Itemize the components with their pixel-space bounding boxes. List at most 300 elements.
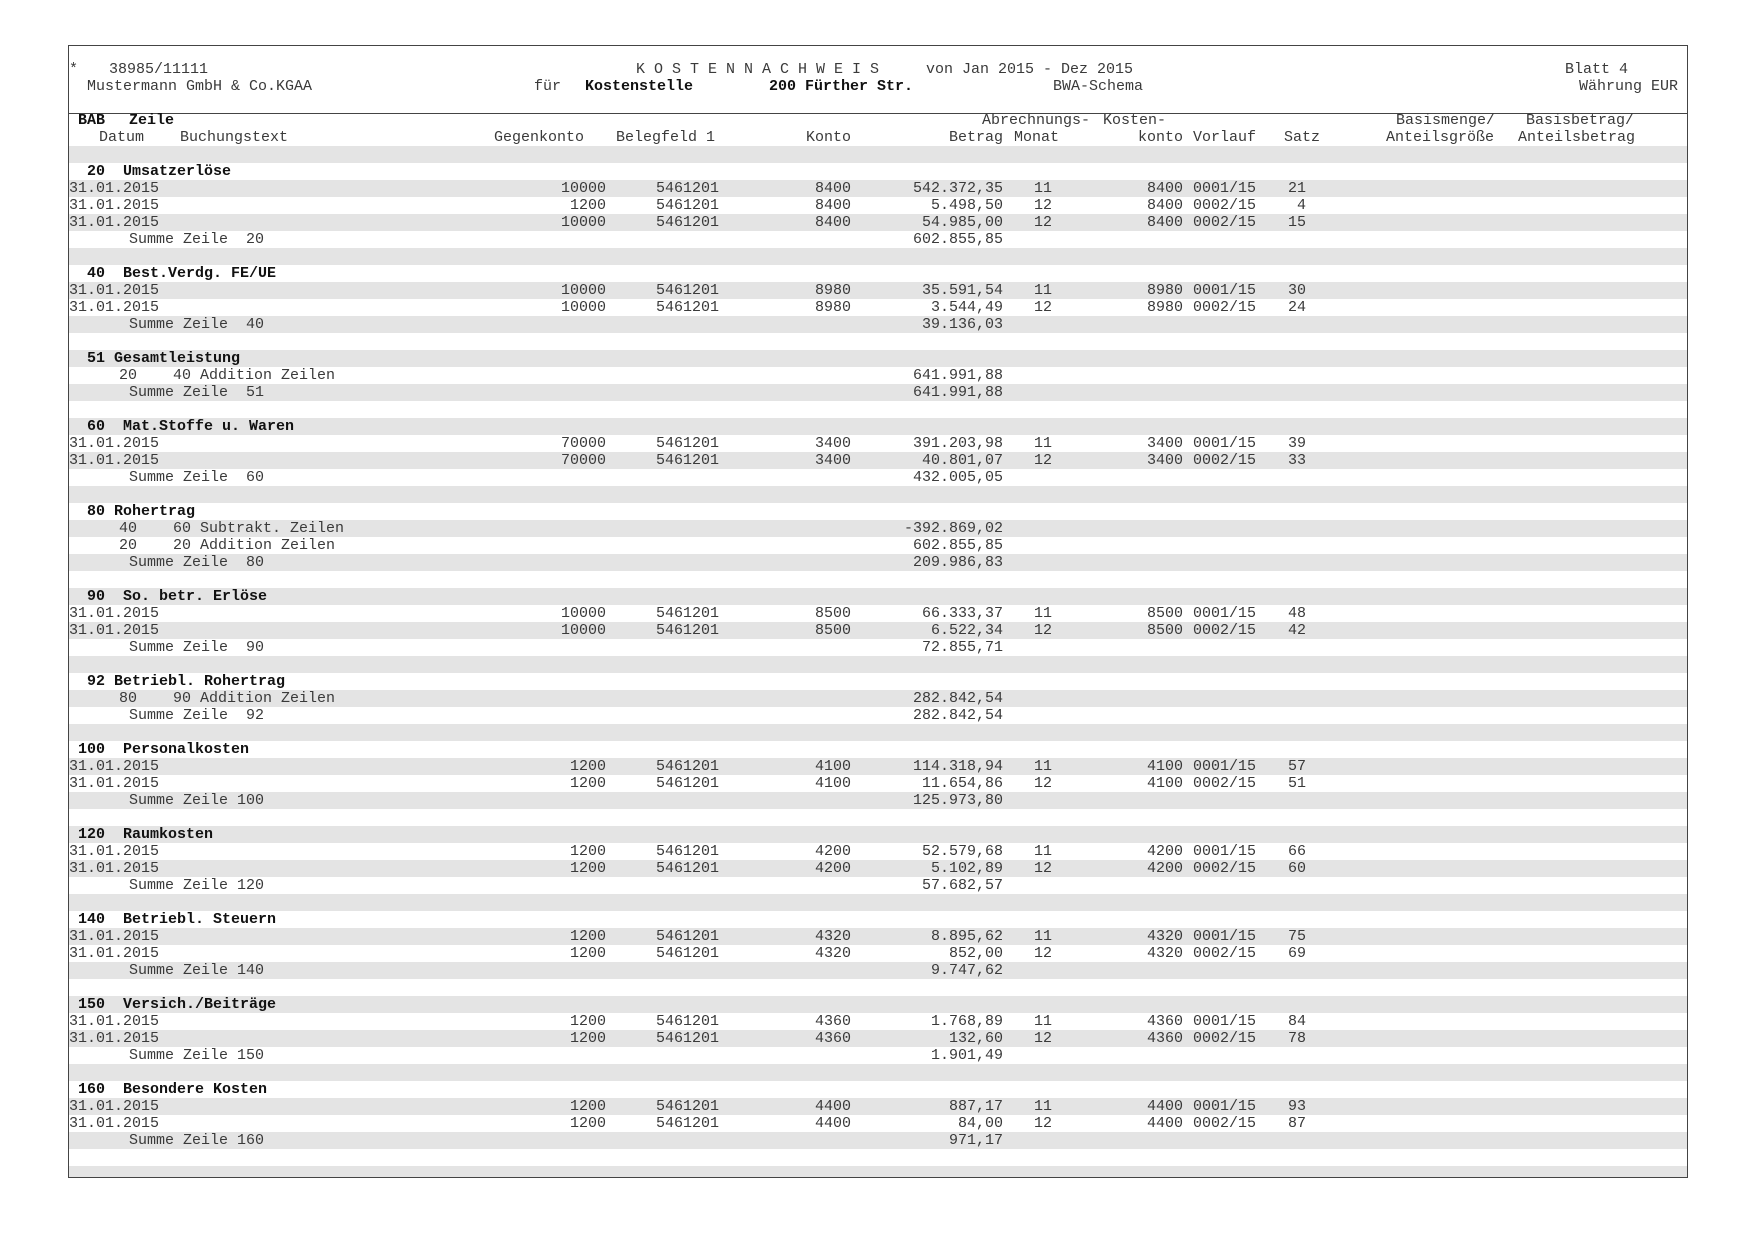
- cell-gegenkonto: 10000: [560, 605, 606, 622]
- blank-row: [69, 1064, 1687, 1081]
- cell-satz: 93: [1287, 1098, 1306, 1115]
- cell-monat: 12: [1034, 1115, 1053, 1132]
- cell-monat: 11: [1034, 928, 1053, 945]
- cell-betrag: 132,60: [948, 1030, 1003, 1047]
- calc-label: 80 90 Addition Zeilen: [119, 690, 336, 707]
- cell-satz: 51: [1287, 775, 1306, 792]
- col-buchungstext: Buchungstext: [180, 129, 289, 146]
- cell-gegenkonto: 1200: [569, 1098, 606, 1115]
- cell-kostenkonto: 4360: [1146, 1030, 1183, 1047]
- cell-betrag: 54.985,00: [921, 214, 1003, 231]
- cell-konto: 8980: [814, 282, 851, 299]
- cell-gegenkonto: 10000: [560, 299, 606, 316]
- cell-monat: 11: [1034, 605, 1053, 622]
- section-title: 160 Besondere Kosten: [78, 1081, 268, 1098]
- col-kostenkonto: konto: [1137, 129, 1183, 146]
- cell-monat: 12: [1034, 622, 1053, 639]
- cell-datum: 31.01.2015: [69, 860, 160, 877]
- section-title-row: [69, 503, 1687, 520]
- cell-konto: 8980: [814, 299, 851, 316]
- cell-betrag: 66.333,37: [921, 605, 1003, 622]
- col-monat: Monat: [1014, 129, 1060, 146]
- kostenstelle-label: Kostenstelle: [585, 78, 694, 95]
- blank-row: [69, 248, 1687, 265]
- calc-betrag: 602.855,85: [912, 537, 1003, 554]
- cell-vorlauf: 0001/15: [1193, 1013, 1257, 1030]
- cell-konto: 3400: [814, 435, 851, 452]
- sum-label: Summe Zeile 150: [129, 1047, 265, 1064]
- sum-row: [69, 707, 1687, 724]
- col-basismenge: Basismenge/: [1396, 112, 1496, 129]
- cell-gegenkonto: 1200: [569, 860, 606, 877]
- cell-kostenkonto: 8400: [1146, 197, 1183, 214]
- report-title: K O S T E N N A C H W E I S: [636, 61, 880, 78]
- blank-row: [69, 979, 1687, 996]
- section-title-row: [69, 1081, 1687, 1098]
- cell-monat: 11: [1034, 1098, 1053, 1115]
- cell-vorlauf: 0002/15: [1193, 197, 1257, 214]
- cell-kostenkonto: 4400: [1146, 1098, 1183, 1115]
- sum-row: [69, 384, 1687, 401]
- cell-betrag: 35.591,54: [921, 282, 1003, 299]
- col-zeile: Zeile: [129, 112, 175, 129]
- cell-belegfeld: 5461201: [655, 945, 719, 962]
- cell-satz: 84: [1287, 1013, 1306, 1030]
- sum-row: [69, 877, 1687, 894]
- cell-gegenkonto: 1200: [569, 1115, 606, 1132]
- cell-betrag: 3.544,49: [930, 299, 1003, 316]
- cell-datum: 31.01.2015: [69, 214, 160, 231]
- blank-row: [69, 809, 1687, 826]
- cell-monat: 12: [1034, 775, 1053, 792]
- cell-vorlauf: 0001/15: [1193, 180, 1257, 197]
- marker-star: *: [69, 61, 79, 78]
- cell-konto: 4400: [814, 1098, 851, 1115]
- cell-satz: 21: [1287, 180, 1306, 197]
- cell-gegenkonto: 10000: [560, 622, 606, 639]
- table-row: [69, 214, 1687, 231]
- cell-gegenkonto: 70000: [560, 452, 606, 469]
- sum-label: Summe Zeile 60: [129, 469, 265, 486]
- cell-datum: 31.01.2015: [69, 605, 160, 622]
- cell-konto: 4100: [814, 758, 851, 775]
- cell-datum: 31.01.2015: [69, 928, 160, 945]
- cell-monat: 11: [1034, 758, 1053, 775]
- cell-datum: 31.01.2015: [69, 1030, 160, 1047]
- cell-satz: 30: [1287, 282, 1306, 299]
- sum-betrag: 209.986,83: [912, 554, 1003, 571]
- cell-satz: 33: [1287, 452, 1306, 469]
- section-title-row: [69, 741, 1687, 758]
- cell-datum: 31.01.2015: [69, 622, 160, 639]
- table-row: [69, 1115, 1687, 1132]
- cell-satz: 75: [1287, 928, 1306, 945]
- sum-row: [69, 1047, 1687, 1064]
- section-title: 120 Raumkosten: [78, 826, 214, 843]
- cell-belegfeld: 5461201: [655, 435, 719, 452]
- col-datum: Datum: [99, 129, 145, 146]
- section-title: 140 Betriebl. Steuern: [78, 911, 277, 928]
- cell-vorlauf: 0002/15: [1193, 945, 1257, 962]
- cell-belegfeld: 5461201: [655, 1115, 719, 1132]
- sum-label: Summe Zeile 90: [129, 639, 265, 656]
- cell-monat: 12: [1034, 197, 1053, 214]
- cell-datum: 31.01.2015: [69, 1115, 160, 1132]
- blank-row: [69, 724, 1687, 741]
- cell-monat: 11: [1034, 282, 1053, 299]
- sum-label: Summe Zeile 51: [129, 384, 265, 401]
- cell-belegfeld: 5461201: [655, 1013, 719, 1030]
- cell-datum: 31.01.2015: [69, 1098, 160, 1115]
- cell-vorlauf: 0002/15: [1193, 299, 1257, 316]
- cell-konto: 4400: [814, 1115, 851, 1132]
- cell-gegenkonto: 10000: [560, 180, 606, 197]
- fuer-label: für: [534, 78, 562, 95]
- cell-vorlauf: 0002/15: [1193, 452, 1257, 469]
- cell-konto: 8400: [814, 214, 851, 231]
- sum-row: [69, 639, 1687, 656]
- document-id: 38985/11111: [109, 61, 209, 78]
- col-basisbetrag: Basisbetrag/: [1526, 112, 1635, 129]
- cell-monat: 12: [1034, 860, 1053, 877]
- cell-datum: 31.01.2015: [69, 775, 160, 792]
- currency: Währung EUR: [1578, 78, 1678, 95]
- cell-vorlauf: 0002/15: [1193, 214, 1257, 231]
- table-row: [69, 1098, 1687, 1115]
- sum-betrag: 282.842,54: [912, 707, 1003, 724]
- cell-gegenkonto: 1200: [569, 843, 606, 860]
- bwa-schema: BWA-Schema: [1053, 78, 1144, 95]
- cell-monat: 11: [1034, 843, 1053, 860]
- table-row: [69, 1013, 1687, 1030]
- section-title: 60 Mat.Stoffe u. Waren: [78, 418, 295, 435]
- cell-konto: 3400: [814, 452, 851, 469]
- section-title-row: [69, 265, 1687, 282]
- blank-row: [69, 571, 1687, 588]
- sum-label: Summe Zeile 100: [129, 792, 265, 809]
- cell-belegfeld: 5461201: [655, 214, 719, 231]
- report-sheet: [68, 45, 1688, 1178]
- blank-row: [69, 333, 1687, 350]
- cell-gegenkonto: 1200: [569, 928, 606, 945]
- cell-kostenkonto: 4360: [1146, 1013, 1183, 1030]
- sum-row: [69, 316, 1687, 333]
- cell-satz: 15: [1287, 214, 1306, 231]
- cell-vorlauf: 0002/15: [1193, 1030, 1257, 1047]
- calc-betrag: -392.869,02: [903, 520, 1003, 537]
- cell-kostenkonto: 8980: [1146, 299, 1183, 316]
- cell-datum: 31.01.2015: [69, 843, 160, 860]
- cell-satz: 66: [1287, 843, 1306, 860]
- blank-row: [69, 146, 1687, 163]
- cell-konto: 4100: [814, 775, 851, 792]
- cell-vorlauf: 0002/15: [1193, 1115, 1257, 1132]
- sum-betrag: 641.991,88: [912, 384, 1003, 401]
- cell-datum: 31.01.2015: [69, 945, 160, 962]
- col-satz: Satz: [1284, 129, 1321, 146]
- cell-belegfeld: 5461201: [655, 758, 719, 775]
- cell-belegfeld: 5461201: [655, 775, 719, 792]
- cell-betrag: 6.522,34: [930, 622, 1003, 639]
- sum-label: Summe Zeile 80: [129, 554, 265, 571]
- cell-belegfeld: 5461201: [655, 605, 719, 622]
- cell-vorlauf: 0002/15: [1193, 775, 1257, 792]
- table-row: [69, 860, 1687, 877]
- cell-satz: 4: [1296, 197, 1306, 214]
- col-bab: BAB: [78, 112, 106, 129]
- sum-betrag: 57.682,57: [921, 877, 1003, 894]
- cell-kostenkonto: 8400: [1146, 180, 1183, 197]
- cell-kostenkonto: 4200: [1146, 843, 1183, 860]
- table-row: [69, 1030, 1687, 1047]
- col-vorlauf: Vorlauf: [1193, 129, 1257, 146]
- cell-satz: 69: [1287, 945, 1306, 962]
- cell-datum: 31.01.2015: [69, 180, 160, 197]
- section-title: 100 Personalkosten: [78, 741, 250, 758]
- sum-betrag: 125.973,80: [912, 792, 1003, 809]
- section-title-row: [69, 588, 1687, 605]
- cell-satz: 57: [1287, 758, 1306, 775]
- cell-kostenkonto: 8980: [1146, 282, 1183, 299]
- cell-belegfeld: 5461201: [655, 180, 719, 197]
- section-title: 80 Rohertrag: [78, 503, 196, 520]
- company-name: Mustermann GmbH & Co.KGAA: [87, 78, 313, 95]
- col-anteilsgroesse: Anteilsgröße: [1386, 129, 1495, 146]
- cell-belegfeld: 5461201: [655, 1030, 719, 1047]
- cell-monat: 12: [1034, 1030, 1053, 1047]
- sum-betrag: 39.136,03: [921, 316, 1003, 333]
- cell-konto: 4320: [814, 945, 851, 962]
- sum-betrag: 602.855,85: [912, 231, 1003, 248]
- cell-kostenkonto: 4400: [1146, 1115, 1183, 1132]
- cell-betrag: 852,00: [948, 945, 1003, 962]
- section-title-row: [69, 418, 1687, 435]
- blank-row: [69, 1166, 1687, 1178]
- cell-konto: 4360: [814, 1030, 851, 1047]
- cell-vorlauf: 0001/15: [1193, 1098, 1257, 1115]
- section-title: 20 Umsatzerlöse: [78, 163, 232, 180]
- sum-row: [69, 1132, 1687, 1149]
- blank-row: [69, 401, 1687, 418]
- cell-betrag: 542.372,35: [912, 180, 1003, 197]
- cell-betrag: 8.895,62: [930, 928, 1003, 945]
- sum-label: Summe Zeile 120: [129, 877, 265, 894]
- table-row: [69, 928, 1687, 945]
- calc-label: 40 60 Subtrakt. Zeilen: [119, 520, 345, 537]
- cell-kostenkonto: 8400: [1146, 214, 1183, 231]
- cell-kostenkonto: 8500: [1146, 622, 1183, 639]
- sum-betrag: 971,17: [948, 1132, 1003, 1149]
- cell-betrag: 52.579,68: [921, 843, 1003, 860]
- cell-konto: 4200: [814, 843, 851, 860]
- col-betrag: Betrag: [948, 129, 1003, 146]
- cell-monat: 11: [1034, 1013, 1053, 1030]
- sum-label: Summe Zeile 20: [129, 231, 265, 248]
- table-row: [69, 180, 1687, 197]
- section-title-row: [69, 826, 1687, 843]
- cell-satz: 39: [1287, 435, 1306, 452]
- section-title: 51 Gesamtleistung: [78, 350, 241, 367]
- table-row: [69, 435, 1687, 452]
- cell-belegfeld: 5461201: [655, 843, 719, 860]
- report-rows: [69, 46, 1687, 1177]
- cell-kostenkonto: 3400: [1146, 452, 1183, 469]
- sheet-number: Blatt 4: [1564, 61, 1628, 78]
- table-row: [69, 843, 1687, 860]
- col-kosten: Kosten-: [1103, 112, 1167, 129]
- cell-belegfeld: 5461201: [655, 299, 719, 316]
- cell-gegenkonto: 1200: [569, 775, 606, 792]
- cell-vorlauf: 0001/15: [1193, 435, 1257, 452]
- sum-label: Summe Zeile 140: [129, 962, 265, 979]
- blank-row: [69, 1149, 1687, 1166]
- cell-monat: 11: [1034, 435, 1053, 452]
- cell-vorlauf: 0001/15: [1193, 843, 1257, 860]
- blank-row: [69, 894, 1687, 911]
- cell-konto: 4200: [814, 860, 851, 877]
- sum-row: [69, 962, 1687, 979]
- cell-datum: 31.01.2015: [69, 282, 160, 299]
- cell-datum: 31.01.2015: [69, 435, 160, 452]
- cell-datum: 31.01.2015: [69, 1013, 160, 1030]
- cell-kostenkonto: 4200: [1146, 860, 1183, 877]
- calc-label: 20 40 Addition Zeilen: [119, 367, 336, 384]
- col-abrechnungs: Abrechnungs-: [982, 112, 1091, 129]
- cell-gegenkonto: 1200: [569, 758, 606, 775]
- table-row: [69, 758, 1687, 775]
- sum-row: [69, 792, 1687, 809]
- cell-datum: 31.01.2015: [69, 758, 160, 775]
- cell-vorlauf: 0001/15: [1193, 758, 1257, 775]
- sum-row: [69, 469, 1687, 486]
- cell-konto: 4360: [814, 1013, 851, 1030]
- kostenstelle-value: 200 Fürther Str.: [769, 78, 914, 95]
- cell-belegfeld: 5461201: [655, 928, 719, 945]
- section-title: 40 Best.Verdg. FE/UE: [78, 265, 277, 282]
- cell-kostenkonto: 4320: [1146, 928, 1183, 945]
- cell-betrag: 5.498,50: [930, 197, 1003, 214]
- cell-belegfeld: 5461201: [655, 452, 719, 469]
- cell-betrag: 84,00: [957, 1115, 1003, 1132]
- sum-label: Summe Zeile 160: [129, 1132, 265, 1149]
- cell-gegenkonto: 1200: [569, 1013, 606, 1030]
- cell-vorlauf: 0002/15: [1193, 622, 1257, 639]
- cell-vorlauf: 0002/15: [1193, 860, 1257, 877]
- sum-betrag: 72.855,71: [921, 639, 1003, 656]
- calc-label: 20 20 Addition Zeilen: [119, 537, 336, 554]
- table-row: [69, 452, 1687, 469]
- cell-satz: 42: [1287, 622, 1306, 639]
- cell-satz: 87: [1287, 1115, 1306, 1132]
- cell-datum: 31.01.2015: [69, 299, 160, 316]
- cell-monat: 12: [1034, 452, 1053, 469]
- cell-betrag: 391.203,98: [912, 435, 1003, 452]
- table-row: [69, 945, 1687, 962]
- cell-betrag: 1.768,89: [930, 1013, 1003, 1030]
- cell-datum: 31.01.2015: [69, 452, 160, 469]
- section-title-row: [69, 911, 1687, 928]
- col-belegfeld: Belegfeld 1: [616, 129, 716, 146]
- calc-row: [69, 520, 1687, 537]
- calc-row: [69, 537, 1687, 554]
- cell-konto: 8400: [814, 197, 851, 214]
- cell-gegenkonto: 70000: [560, 435, 606, 452]
- section-title-row: [69, 350, 1687, 367]
- cell-monat: 12: [1034, 214, 1053, 231]
- table-row: [69, 299, 1687, 316]
- calc-row: [69, 690, 1687, 707]
- table-row: [69, 605, 1687, 622]
- cell-vorlauf: 0001/15: [1193, 928, 1257, 945]
- cell-kostenkonto: 3400: [1146, 435, 1183, 452]
- calc-betrag: 641.991,88: [912, 367, 1003, 384]
- sum-betrag: 432.005,05: [912, 469, 1003, 486]
- cell-konto: 8400: [814, 180, 851, 197]
- col-anteilsbetrag: Anteilsbetrag: [1518, 129, 1636, 146]
- cell-betrag: 5.102,89: [930, 860, 1003, 877]
- sum-betrag: 9.747,62: [930, 962, 1003, 979]
- calc-betrag: 282.842,54: [912, 690, 1003, 707]
- cell-satz: 24: [1287, 299, 1306, 316]
- cell-monat: 12: [1034, 945, 1053, 962]
- cell-konto: 4320: [814, 928, 851, 945]
- cell-datum: 31.01.2015: [69, 197, 160, 214]
- cell-gegenkonto: 10000: [560, 214, 606, 231]
- cell-belegfeld: 5461201: [655, 622, 719, 639]
- cell-vorlauf: 0001/15: [1193, 282, 1257, 299]
- section-title-row: [69, 673, 1687, 690]
- sum-betrag: 1.901,49: [930, 1047, 1003, 1064]
- cell-belegfeld: 5461201: [655, 860, 719, 877]
- cell-betrag: 887,17: [948, 1098, 1003, 1115]
- cell-gegenkonto: 1200: [569, 197, 606, 214]
- section-title: 150 Versich./Beiträge: [78, 996, 277, 1013]
- calc-row: [69, 367, 1687, 384]
- cell-gegenkonto: 1200: [569, 945, 606, 962]
- cell-kostenkonto: 4320: [1146, 945, 1183, 962]
- col-konto: Konto: [805, 129, 851, 146]
- table-row: [69, 197, 1687, 214]
- cell-gegenkonto: 10000: [560, 282, 606, 299]
- blank-row: [69, 656, 1687, 673]
- cell-kostenkonto: 4100: [1146, 775, 1183, 792]
- cell-kostenkonto: 4100: [1146, 758, 1183, 775]
- cell-belegfeld: 5461201: [655, 1098, 719, 1115]
- sum-label: Summe Zeile 40: [129, 316, 265, 333]
- cell-belegfeld: 5461201: [655, 197, 719, 214]
- cell-kostenkonto: 8500: [1146, 605, 1183, 622]
- report-period: von Jan 2015 - Dez 2015: [926, 61, 1134, 78]
- cell-monat: 11: [1034, 180, 1053, 197]
- cell-satz: 60: [1287, 860, 1306, 877]
- sum-label: Summe Zeile 92: [129, 707, 265, 724]
- cell-betrag: 114.318,94: [912, 758, 1003, 775]
- section-title-row: [69, 163, 1687, 180]
- cell-monat: 12: [1034, 299, 1053, 316]
- blank-row: [69, 486, 1687, 503]
- cell-belegfeld: 5461201: [655, 282, 719, 299]
- section-title: 92 Betriebl. Rohertrag: [78, 673, 286, 690]
- cell-vorlauf: 0001/15: [1193, 605, 1257, 622]
- cell-gegenkonto: 1200: [569, 1030, 606, 1047]
- col-gegenkonto: Gegenkonto: [494, 129, 585, 146]
- cell-konto: 8500: [814, 605, 851, 622]
- table-row: [69, 282, 1687, 299]
- cell-konto: 8500: [814, 622, 851, 639]
- cell-betrag: 40.801,07: [921, 452, 1003, 469]
- cell-betrag: 11.654,86: [921, 775, 1003, 792]
- sum-row: [69, 554, 1687, 571]
